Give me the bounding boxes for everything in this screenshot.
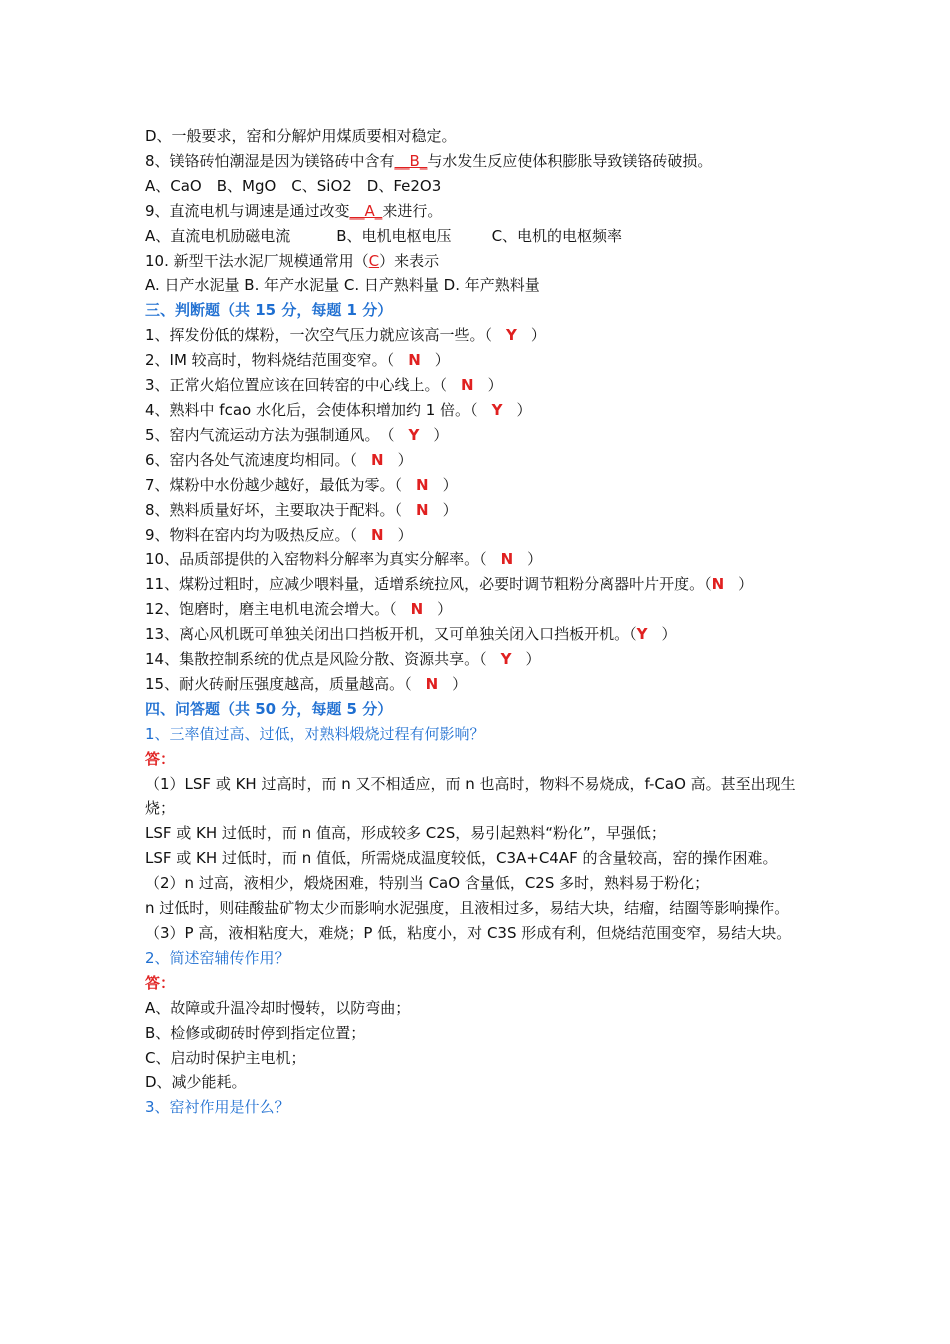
qa-q2-title: 2、简述窑辅传作用？ xyxy=(145,948,290,967)
judge-item xyxy=(145,523,815,548)
judge-item xyxy=(145,547,815,572)
judge-text: 3、正常火焰位置应该在回转窑的中心线上。（ xyxy=(145,376,448,395)
section-judge-heading: 三、判断题（共 15 分，每题 1 分） xyxy=(145,301,393,320)
question-8 xyxy=(145,149,815,174)
judge-mark: Y xyxy=(491,400,503,419)
judge-mark: Y xyxy=(500,650,512,669)
q7-option-d: D、一般要求，窑和分解炉用煤质要相对稳定。 xyxy=(145,127,457,145)
judge-mark: N xyxy=(371,525,384,544)
judge-close: ） xyxy=(437,600,453,619)
judge-text: 11、煤粉过粗时，应减少喂料量，适增系统拉风，必要时调节粗粉分离器叶片开度。（ xyxy=(145,575,712,594)
judge-text: 14、集散控制系统的优点是风险分散、资源共享。（ xyxy=(145,650,487,669)
judge-text: 2、IM 较高时，物料烧结范围变窄。（ xyxy=(145,351,395,370)
judge-list xyxy=(145,323,815,697)
qa-q1-paragraph-6: （3）P 高，液相粘度大，难烧；P 低，粘度小，对 C3S 形成有利，但烧结范围变窄，易结大块。 xyxy=(145,924,792,942)
judge-item xyxy=(145,672,815,697)
qa-q1-paragraph-2: LSF 或 KH 过低时，而 n 值高，形成较多 C2S，易引起熟料“粉化”，早强低； xyxy=(145,824,666,843)
qa-q3-title: 3、窑衬作用是什么？ xyxy=(145,1098,290,1117)
judge-mark: N xyxy=(408,351,421,370)
judge-text: 5、窑内气流运动方法为强制通风。 （ xyxy=(145,425,395,444)
section-qa-heading: 四、问答题（共 50 分，每题 5 分） xyxy=(145,699,393,718)
judge-mark: N xyxy=(500,550,514,569)
qa-q1-title: 1、三率值过高、过低，对熟料煅烧过程有何影响？ xyxy=(145,724,485,743)
judge-close: ） xyxy=(738,575,754,594)
qa-q2-item-b: B、检修或砌砖时停到指定位置； xyxy=(145,1023,366,1042)
judge-close: ） xyxy=(525,650,541,669)
q9-answer: __A_ xyxy=(349,201,383,220)
judge-text: 9、物料在窑内均为吸热反应。（ xyxy=(145,525,358,544)
qa-q2-answer-label: 答： xyxy=(145,973,176,992)
judge-item xyxy=(145,647,815,672)
judge-mark: N xyxy=(425,674,439,693)
q10-options: A. 日产水泥量 B. 年产水泥量 C. 日产熟料量 D. 年产熟料量 xyxy=(145,276,540,295)
judge-close: ） xyxy=(442,475,458,494)
judge-item xyxy=(145,622,815,647)
judge-close: ） xyxy=(527,550,543,569)
qa-q1-paragraph-5: n 过低时，则硅酸盐矿物太少而影响水泥强度，且液相过多，易结大块，结瘤，结圈等影响操作。 xyxy=(145,899,790,918)
judge-close: ） xyxy=(397,525,413,544)
q9-option-b: B、电机电枢电压 xyxy=(336,226,452,245)
judge-text: 15、耐火砖耐压强度越高，质量越高。（ xyxy=(145,674,412,693)
judge-close: ） xyxy=(434,351,450,370)
q8-options: A、CaO B、MgO C、SiO2 D、Fe2O3 xyxy=(145,176,442,195)
judge-mark: Y xyxy=(636,625,648,644)
judge-mark: N xyxy=(371,450,384,469)
judge-item xyxy=(145,597,815,622)
judge-text: 12、饱磨时，磨主电机电流会增大。（ xyxy=(145,600,397,619)
judge-close: ） xyxy=(530,326,546,345)
judge-close: ） xyxy=(661,625,677,644)
judge-text: 13、离心风机既可单独关闭出口挡板开机，又可单独关闭入口挡板开机。（ xyxy=(145,625,637,644)
q10-answer: C xyxy=(368,251,380,270)
judge-item xyxy=(145,373,815,398)
qa-q1-answer-label: 答： xyxy=(145,749,176,768)
judge-mark: N xyxy=(410,600,424,619)
judge-item xyxy=(145,448,815,473)
judge-item xyxy=(145,348,815,373)
judge-text: 7、煤粉中水份越少越好，最低为零。（ xyxy=(145,475,403,494)
qa-q1-paragraph-1: （1）LSF 或 KH 过高时，而 n 又不相适应，而 n 也高时，物料不易烧成，f-CaO 高。甚至出现生烧； xyxy=(145,774,796,818)
q9-stem: 9、直流电机与调速是通过改变 xyxy=(145,201,350,220)
q10-stem: 10. 新型干法水泥厂规模通常用（ xyxy=(145,251,369,270)
qa-q1-paragraph-3: LSF 或 KH 过低时，而 n 值低，所需烧成温度较低，C3A+C4AF 的含量较高，窑的操作困难。 xyxy=(145,849,778,868)
judge-close: ） xyxy=(397,450,413,469)
qa-q2-item-a: A、故障或升温冷却时慢转，以防弯曲； xyxy=(145,998,411,1017)
q9-options xyxy=(145,224,815,249)
judge-close: ） xyxy=(487,376,503,395)
judge-item xyxy=(145,423,815,448)
judge-close: ） xyxy=(516,400,532,419)
question-10 xyxy=(145,249,815,274)
judge-item xyxy=(145,398,815,423)
q9-option-a: A、直流电机励磁电流 xyxy=(145,226,291,245)
judge-item xyxy=(145,473,815,498)
judge-mark: Y xyxy=(506,326,517,345)
document-content xyxy=(145,124,815,1120)
judge-close: ） xyxy=(442,500,458,519)
judge-item xyxy=(145,498,815,523)
judge-mark: N xyxy=(416,500,429,519)
q10-stem-end: ）来表示 xyxy=(379,251,440,270)
q9-option-c: C、电机的电枢频率 xyxy=(491,226,623,245)
q8-answer: __B_ xyxy=(394,151,428,170)
qa-q2-item-c: C、启动时保护主电机； xyxy=(145,1048,306,1067)
qa-q1-paragraph-4: （2）n 过高，液相少，煅烧困难，特别当 CaO 含量低，C2S 多时，熟料易于粉化； xyxy=(145,874,710,893)
judge-item xyxy=(145,572,815,597)
judge-text: 1、挥发份低的煤粉，一次空气压力就应该高一些。（ xyxy=(145,326,493,345)
judge-close: ） xyxy=(452,674,468,693)
judge-mark: N xyxy=(461,376,474,395)
judge-close: ） xyxy=(433,425,449,444)
judge-mark: N xyxy=(416,475,429,494)
judge-mark: Y xyxy=(408,425,420,444)
judge-text: 6、窑内各处气流速度均相同。（ xyxy=(145,450,358,469)
judge-mark: N xyxy=(711,575,725,594)
judge-item xyxy=(145,323,815,348)
q8-stem-end: 与水发生反应使体积膨胀导致镁铬砖破损。 xyxy=(427,151,713,170)
q9-stem-end: 来进行。 xyxy=(382,201,443,220)
question-9 xyxy=(145,199,815,224)
judge-text: 10、品质部提供的入窑物料分解率为真实分解率。（ xyxy=(145,550,487,569)
q8-stem: 8、镁铬砖怕潮湿是因为镁铬砖中含有 xyxy=(145,151,395,170)
judge-text: 8、熟料质量好坏，主要取决于配料。（ xyxy=(145,500,403,519)
judge-text: 4、熟料中 fcao 水化后，会使体积增加约 1 倍。（ xyxy=(145,400,478,419)
qa-q2-item-d: D、减少能耗。 xyxy=(145,1073,247,1092)
